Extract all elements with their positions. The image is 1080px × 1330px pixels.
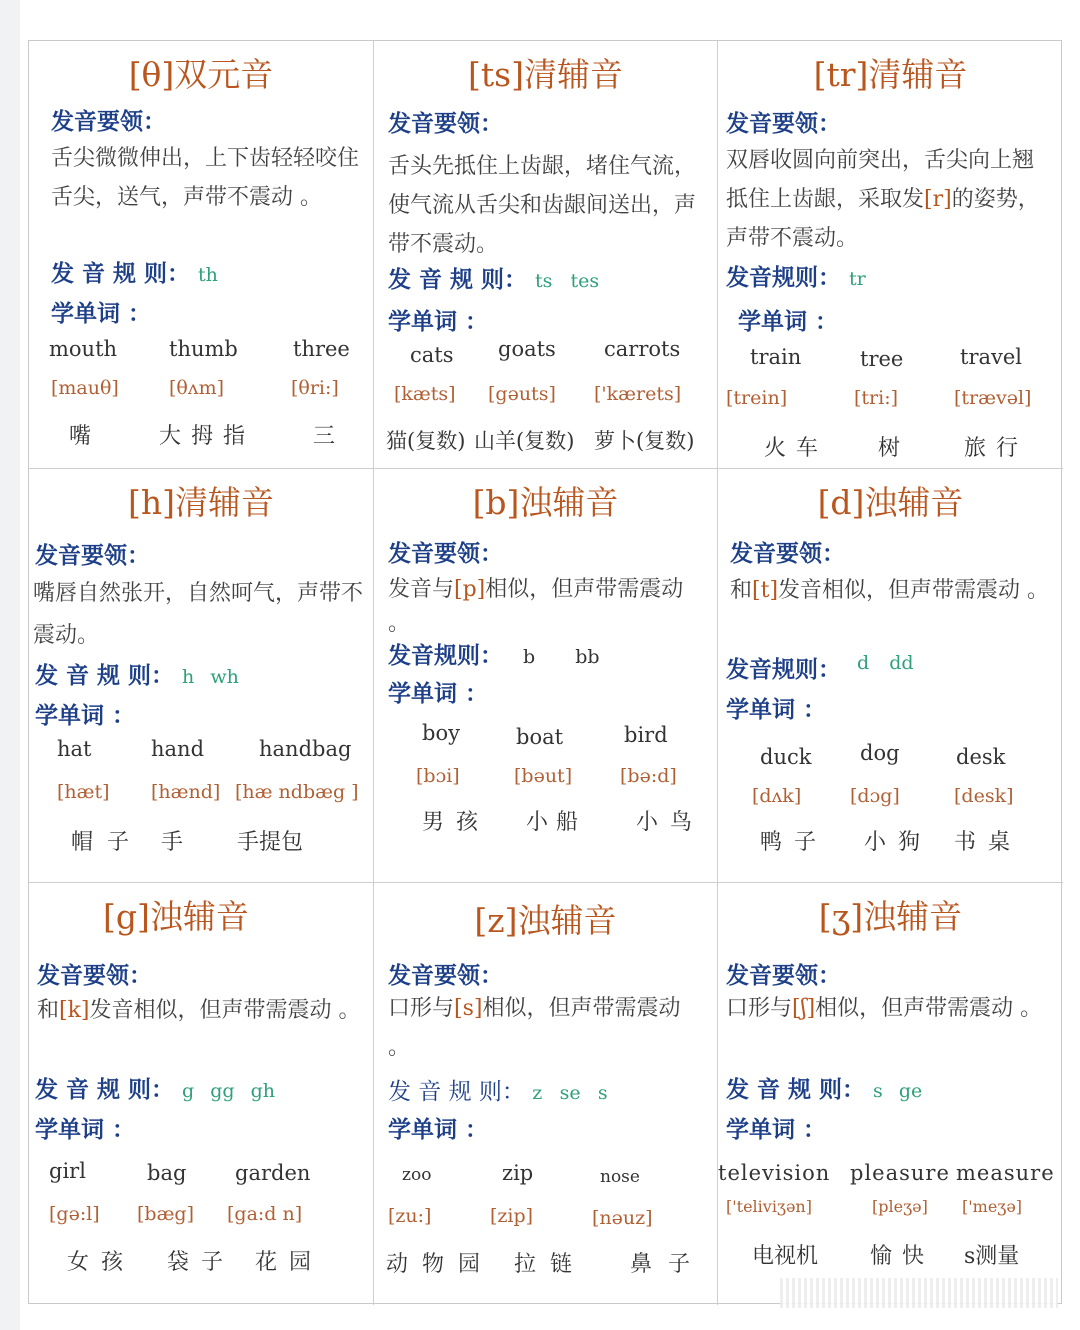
words-label: 学单词 ： bbox=[726, 1116, 827, 1143]
phoneme-card-d bbox=[718, 469, 1063, 883]
card-title: [d]浊辅音 bbox=[817, 483, 964, 522]
phoneme-card-zh bbox=[718, 883, 1063, 1305]
method-label: 发音要领： bbox=[730, 540, 845, 567]
meaning: 萝卜(复数) bbox=[594, 429, 695, 453]
rule-value: d bbox=[857, 652, 870, 674]
meaning: 花园 bbox=[255, 1250, 324, 1275]
method-text-part: 相似，但声带需震动 。 bbox=[815, 996, 1043, 1021]
word: bird bbox=[624, 723, 668, 747]
meaning: 鸭子 bbox=[760, 830, 829, 855]
phonetic: [pleʒə] bbox=[872, 1197, 928, 1216]
phoneme-card-h bbox=[29, 469, 374, 883]
method-label: 发音要领： bbox=[51, 108, 166, 135]
rule-value: tes bbox=[570, 270, 600, 292]
meaning: 动物园 bbox=[386, 1252, 495, 1277]
method-text bbox=[37, 991, 367, 1030]
words-label: 学单词 ： bbox=[726, 696, 827, 723]
meaning: 山羊(复数) bbox=[474, 429, 575, 453]
method-label: 发音要领： bbox=[388, 110, 503, 137]
method-label: 发音要领： bbox=[35, 542, 150, 569]
meaning: 电视机 bbox=[752, 1244, 819, 1269]
meaning: 袋子 bbox=[167, 1250, 236, 1275]
phonetic: ['meʒə] bbox=[962, 1197, 1023, 1216]
method-text-phoneme: [r] bbox=[924, 187, 952, 212]
method-text bbox=[726, 989, 1056, 1028]
word: travel bbox=[960, 345, 1023, 369]
rule-label: 发 音 规 则： bbox=[35, 662, 175, 689]
phonetic: [zip] bbox=[490, 1205, 534, 1227]
words-label: 学单词 ： bbox=[388, 308, 489, 335]
rule-label: 发音规则： bbox=[726, 656, 841, 683]
meaning: 帽子 bbox=[71, 830, 144, 855]
method-text-part: 和 bbox=[730, 578, 753, 603]
word: thumb bbox=[169, 337, 238, 361]
method-text-part: 相似，但声带需震动 。 bbox=[388, 996, 681, 1060]
rule-label: 发 音 规 则： bbox=[388, 266, 528, 293]
meaning: 火车 bbox=[764, 436, 829, 461]
card-title: [z]浊辅音 bbox=[474, 901, 617, 940]
rule-value: gh bbox=[250, 1080, 275, 1102]
rule-value: wh bbox=[210, 666, 239, 688]
word: bag bbox=[147, 1161, 187, 1185]
rule-value: ts bbox=[535, 270, 553, 292]
rule-value: gg bbox=[210, 1080, 235, 1102]
card-title: [tr]清辅音 bbox=[813, 55, 968, 94]
phonics-table bbox=[28, 40, 1062, 1304]
word: handbag bbox=[259, 737, 352, 761]
word: mouth bbox=[49, 337, 118, 361]
method-text bbox=[726, 141, 1052, 258]
phonetic: [zu:] bbox=[388, 1205, 432, 1227]
phonetic: [gəuts] bbox=[488, 383, 556, 405]
phonetic: [θri:] bbox=[291, 377, 339, 399]
meaning: s测量 bbox=[964, 1244, 1020, 1269]
spelling-rule bbox=[35, 657, 239, 690]
method-text-part: 的姿势，声带不震动。 bbox=[726, 187, 1040, 251]
meaning: 手 bbox=[161, 830, 188, 855]
rule-value: tr bbox=[849, 268, 866, 290]
meaning: 树 bbox=[878, 436, 905, 461]
method-text-phoneme: [ʃ] bbox=[792, 996, 816, 1021]
meaning: 拉链 bbox=[514, 1252, 587, 1277]
meaning: 书桌 bbox=[954, 830, 1023, 855]
word: zoo bbox=[402, 1165, 432, 1185]
phonetic: [dʌk] bbox=[752, 785, 802, 807]
spelling-rule bbox=[51, 255, 218, 288]
rule-value: bb bbox=[575, 646, 600, 668]
word: carrots bbox=[604, 337, 681, 361]
word: goats bbox=[498, 337, 556, 361]
word: tree bbox=[860, 347, 904, 371]
word: nose bbox=[600, 1167, 640, 1187]
phonetic: [bɔi] bbox=[416, 765, 460, 787]
word: hand bbox=[151, 737, 205, 761]
word: girl bbox=[49, 1159, 86, 1183]
word: train bbox=[750, 345, 802, 369]
phonetic: [trævəl] bbox=[954, 387, 1032, 409]
rule-value: ge bbox=[898, 1080, 923, 1102]
word: hat bbox=[57, 737, 92, 761]
method-text-part: 口形与 bbox=[388, 996, 455, 1021]
card-title: [θ]双元音 bbox=[128, 55, 274, 94]
method-text: 舌头先抵住上齿龈，堵住气流，使气流从舌尖和齿龈间送出，声带不震动。 bbox=[388, 154, 697, 257]
rule-value: g bbox=[182, 1080, 195, 1102]
word: three bbox=[293, 337, 350, 361]
phoneme-card-th bbox=[29, 41, 374, 469]
card-title: [g]浊辅音 bbox=[103, 897, 249, 936]
rule-value: s bbox=[873, 1080, 883, 1102]
meaning: 小船 bbox=[526, 810, 587, 835]
rule-value: s bbox=[597, 1082, 608, 1104]
method-label: 发音要领： bbox=[726, 110, 841, 137]
rule-label: 发 音 规 则： bbox=[726, 1076, 866, 1103]
word: duck bbox=[760, 745, 812, 769]
spelling-rule bbox=[726, 651, 914, 684]
spelling-rule bbox=[726, 1071, 922, 1104]
phonetic: ['kærets] bbox=[594, 383, 682, 405]
phonetic: [hæ ndbæg ] bbox=[235, 781, 359, 803]
words-label: 学单词 ： bbox=[35, 702, 136, 729]
rule-value: h bbox=[182, 666, 195, 688]
method-text bbox=[388, 573, 708, 641]
method-text-phoneme: [k] bbox=[59, 998, 90, 1023]
method-label: 发音要领： bbox=[388, 540, 503, 567]
meaning: 女孩 bbox=[67, 1250, 136, 1275]
phonetic: [dɔg] bbox=[850, 785, 900, 807]
phonetic: [θʌm] bbox=[169, 377, 225, 399]
spelling-rule bbox=[388, 261, 599, 294]
method-text: 舌尖微微伸出，上下齿轻轻咬住舌尖，送气，声带不震动 。 bbox=[51, 146, 360, 210]
meaning: 手提包 bbox=[237, 830, 304, 855]
method-label: 发音要领： bbox=[726, 962, 841, 989]
method-text-part: 发音相似，但声带需震动 。 bbox=[778, 578, 1050, 603]
phonetic: [kæts] bbox=[394, 383, 456, 405]
card-title: [b]浊辅音 bbox=[472, 483, 619, 522]
card-title: [h]清辅音 bbox=[127, 483, 274, 522]
method-label: 发音要领： bbox=[388, 962, 503, 989]
word: garden bbox=[235, 1161, 311, 1185]
meaning: 嘴 bbox=[69, 424, 96, 449]
phonetic: [bæg] bbox=[137, 1203, 195, 1225]
rule-label: 发 音 规 则： bbox=[35, 1076, 175, 1103]
word: dog bbox=[860, 741, 900, 765]
meaning: 愉快 bbox=[870, 1244, 935, 1269]
rule-value: dd bbox=[889, 652, 914, 674]
words-label: 学单词 ： bbox=[35, 1116, 136, 1143]
spelling-rule bbox=[35, 1071, 275, 1104]
meaning: 三 bbox=[313, 424, 340, 449]
method-text bbox=[388, 989, 708, 1067]
meaning: 小狗 bbox=[864, 830, 933, 855]
method-text-part: 和 bbox=[37, 998, 60, 1023]
method-text-phoneme: [t] bbox=[752, 578, 779, 603]
method-text-part: 双唇收圆向前突出，舌尖向上翘抵住上齿龈，采取发 bbox=[726, 148, 1035, 212]
word: boat bbox=[516, 725, 564, 749]
words-label: 学单词 ： bbox=[388, 1116, 489, 1143]
word: cats bbox=[410, 343, 454, 367]
meaning: 鼻子 bbox=[630, 1252, 707, 1277]
method-text-part: 口形与 bbox=[726, 996, 793, 1021]
phonetic: [gə:l] bbox=[49, 1203, 100, 1225]
method-text: 嘴唇自然张开，自然呵气，声带不震动。 bbox=[33, 581, 364, 648]
phonetic: [desk] bbox=[954, 785, 1014, 807]
meaning: 男孩 bbox=[422, 810, 491, 835]
method-text-phoneme: [p] bbox=[454, 577, 486, 602]
phonetic: [hænd] bbox=[151, 781, 221, 803]
phonetic: [nəuz] bbox=[592, 1207, 653, 1229]
rule-value: se bbox=[559, 1082, 581, 1104]
method-text bbox=[730, 571, 1060, 610]
method-label: 发音要领： bbox=[37, 962, 152, 989]
method-text-part: 发音与 bbox=[388, 577, 455, 602]
spelling-rule bbox=[726, 259, 866, 292]
word: boy bbox=[422, 721, 460, 745]
words-label: 学单词 ： bbox=[388, 680, 489, 707]
card-title: [ʒ]浊辅音 bbox=[818, 897, 963, 936]
phonetic: [mauθ] bbox=[51, 377, 119, 399]
rule-value: b bbox=[523, 646, 536, 668]
words-label: 学单词 ： bbox=[738, 308, 839, 335]
spelling-rule bbox=[388, 1073, 608, 1106]
left-margin-strip bbox=[0, 0, 20, 1330]
phonetic: [trein] bbox=[726, 387, 788, 409]
meaning: 猫(复数) bbox=[386, 429, 466, 453]
rule-label: 发 音 规 则： bbox=[51, 260, 191, 287]
meaning: 小鸟 bbox=[636, 810, 705, 835]
rule-label: 发音规则： bbox=[388, 642, 503, 669]
word: zip bbox=[502, 1161, 534, 1185]
phoneme-card-g bbox=[29, 883, 374, 1305]
rule-label: 发音规则： bbox=[726, 264, 841, 291]
phoneme-card-b bbox=[374, 469, 718, 883]
word: measure bbox=[956, 1161, 1055, 1185]
phonetic: [ga:d n] bbox=[227, 1203, 303, 1225]
meaning: 旅行 bbox=[964, 436, 1029, 461]
watermark bbox=[780, 1278, 1058, 1308]
method-text-part: 相似，但声带需震动 。 bbox=[388, 577, 684, 636]
phonetic: [bəut] bbox=[514, 765, 573, 787]
phoneme-card-ts bbox=[374, 41, 718, 469]
card-title: [ts]清辅音 bbox=[468, 55, 623, 94]
method-text-part: 发音相似，但声带需震动 。 bbox=[89, 998, 361, 1023]
rule-value: th bbox=[198, 264, 218, 286]
word: pleasure bbox=[850, 1161, 950, 1185]
word: television bbox=[718, 1161, 831, 1185]
phonetic: [tri:] bbox=[854, 387, 899, 409]
rule-label: 发 音 规 则： bbox=[388, 1079, 525, 1105]
phonetic: ['teliviʒən] bbox=[726, 1197, 812, 1216]
phonetic: [bə:d] bbox=[620, 765, 677, 787]
phonetic: [hæt] bbox=[57, 781, 110, 803]
phoneme-card-tr bbox=[718, 41, 1063, 469]
rule-value: z bbox=[532, 1082, 543, 1104]
meaning: 大拇指 bbox=[159, 424, 256, 449]
phoneme-card-z bbox=[374, 883, 718, 1305]
method-text-phoneme: [s] bbox=[454, 996, 483, 1021]
words-label: 学单词 ： bbox=[51, 300, 152, 327]
spelling-rule bbox=[388, 637, 600, 670]
word: desk bbox=[956, 745, 1006, 769]
